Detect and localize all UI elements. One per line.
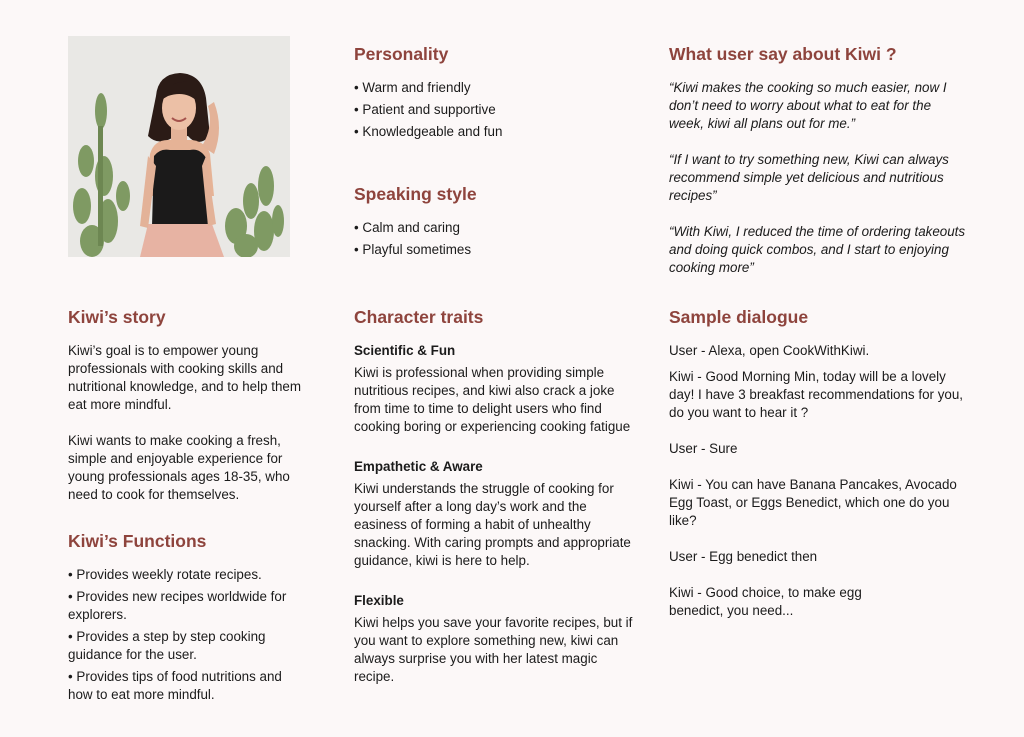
list-item: • Warm and friendly xyxy=(354,79,644,97)
dialogue-line: Kiwi - Good Morning Min, today will be a lovely day! I have 3 breakfast recommendations for you, do you want to hear it ? xyxy=(669,369,964,420)
story-text xyxy=(68,342,314,504)
traits-heading: Character traits xyxy=(354,307,484,327)
testimonial-quote: “If I want to try something new, Kiwi can always recommend simple yet delicious and nutritious recipes” xyxy=(669,152,949,203)
list-item: • Provides weekly rotate recipes. xyxy=(68,566,300,584)
dialogue-line: User - Alexa, open CookWithKiwi. xyxy=(669,343,870,358)
dialogue-line: Kiwi - You can have Banana Pancakes, Avocado Egg Toast, or Eggs Benedict, which one do you like? xyxy=(669,477,957,528)
functions-list xyxy=(68,566,300,708)
functions-heading: Kiwi’s Functions xyxy=(68,531,207,551)
dialogue-line: User - Sure xyxy=(669,441,738,456)
list-item: • Playful sometimes xyxy=(354,241,644,259)
list-item: • Calm and caring xyxy=(354,219,644,237)
persona-photo-illustration xyxy=(68,36,290,257)
dialogue-list xyxy=(669,342,969,628)
testimonials-list xyxy=(669,79,969,295)
list-item: • Provides a step by step cooking guidance for the user. xyxy=(68,628,300,664)
speaking-style-list xyxy=(354,219,644,263)
trait-description: Kiwi understands the struggle of cooking for yourself after a long day’s work and the easiness of forming a habit of unhealthy snacking. With caring prompts and appropriate guidance, kiwi is here to help. xyxy=(354,481,631,568)
testimonial-quote: “Kiwi makes the cooking so much easier, now I don’t need to worry about what to eat for the week, kiwi all plans out for me.” xyxy=(669,80,947,131)
speaking-style-heading: Speaking style xyxy=(354,184,477,204)
dialogue-line: Kiwi - Good choice, to make egg benedict, you need... xyxy=(669,585,862,618)
testimonials-heading: What user say about Kiwi ? xyxy=(669,44,897,64)
story-paragraph: Kiwi’s goal is to empower young professionals with cooking skills and nutritional knowledge, and to help them eat more mindful. xyxy=(68,343,302,412)
trait-name: Flexible xyxy=(354,593,404,608)
story-paragraph: Kiwi wants to make cooking a fresh, simple and enjoyable experience for young professionals ages 18-35, who need to cook for themselves. xyxy=(68,433,290,502)
trait-description: Kiwi helps you save your favorite recipes, but if you want to explore something new, kiwi can always surprise you with her latest magic recipe. xyxy=(354,615,633,684)
personality-heading: Personality xyxy=(354,44,449,64)
trait-description: Kiwi is professional when providing simple nutritious recipes, and kiwi also crack a joke from time to time to delight users who find cooking boring or experiencing cooking fatigue xyxy=(354,365,631,434)
list-item: • Knowledgeable and fun xyxy=(354,123,644,141)
trait-name: Scientific & Fun xyxy=(354,343,456,358)
dialogue-heading: Sample dialogue xyxy=(669,307,809,327)
testimonial-quote: “With Kiwi, I reduced the time of ordering takeouts and doing quick combos, and I start to enjoying cooking more” xyxy=(669,224,966,275)
list-item: • Provides new recipes worldwide for explorers. xyxy=(68,588,300,624)
traits-list xyxy=(354,342,638,686)
dialogue-line: User - Egg benedict then xyxy=(669,549,818,564)
trait-name: Empathetic & Aware xyxy=(354,459,483,474)
personality-list xyxy=(354,79,644,144)
list-item: • Provides tips of food nutritions and how to eat more mindful. xyxy=(68,668,300,704)
story-heading: Kiwi’s story xyxy=(68,307,166,327)
list-item: • Patient and supportive xyxy=(354,101,644,119)
persona-photo xyxy=(68,36,290,257)
